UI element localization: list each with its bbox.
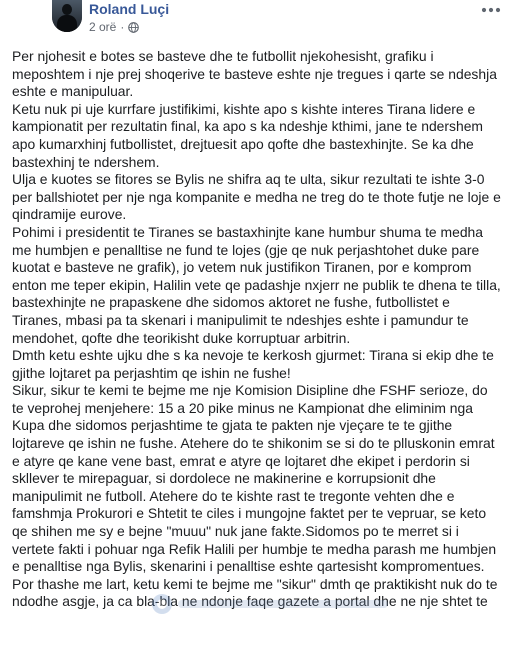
more-options-icon[interactable] — [480, 4, 502, 16]
post-paragraph: Ketu nuk pi uje kurrfare justifikimi, kishte apo s kishte interes Tirana lidere e kampionatit per rezultatin final, ka apo s ka ndeshje kthimi, jane te ndershem apo kumarxhinj futbollistet, drejtuesit apo qofte dhe bastexhinjte. Se ka dhe bastexhinj te ndershem. — [12, 100, 483, 170]
post-meta — [89, 19, 139, 35]
post-paragraph: Dmth ketu eshte ujku dhe s ka nevoje te kerkosh gjurmet: Tirana si ekip dhe te gjithe lojtaret pa perjashtim qe ishin ne fushe! — [12, 347, 494, 381]
post-paragraph: Ulja e kuotes se fitores se Bylis ne shifra aq te ulta, sikur rezultati te ishte 3-0 per ballshiotet per nje nga kompanite e medha ne treg do te thote futje ne loje e qindramije eurove. — [12, 171, 501, 223]
post-header — [0, 0, 512, 44]
post-paragraph: Pohimi i presidentit te Tiranes se bastaxhinjte kane humbur shuma te medha me humbjen e penalltise ne fund te lojes (gje qe nuk perjashtohet duke pare kuotat e basteve ne grafik), jo vetem nuk justifikon Tiranen, por e komprom​enton me teper ekipin, Halilin vete qe padashje nxjerr ne publik te dhena te tilla, bastexhinjte ne prapaskene dhe sidomos aktoret ne fushe, futbollistet e Tiranes, mbasi pa ta skenari i manipulimit te ndeshjes eshte i pamundur te mendohet, qofte dhe teorikisht duke korruptuar arbitrin. — [12, 223, 501, 346]
post-body — [12, 48, 502, 611]
post-paragraph: Sikur, sikur te kemi te bejme me nje Komision Disipline dhe FSHF serioze, do te veprohej menjehere: 15 a 20 pike minus ne Kampionat dhe eliminim nga Kupa dhe sidomos perjashtime te gjata te pakten nje vjeçare te te gjithe lojtareve qe ishin ne fushe. Atehere do te shikonim se si do te plluskonin emrat e atyre qe kane vene bast, emrat e atyre qe lojtaret dhe ekipet i perdorin si skllever te mirepaguar, si dordolece ne makinerine e korrupsionit dhe manipulimit ne futboll. Atehere do te kishte rast te tregonte vehten dhe e famshmja Prokurori e Shtetit te ciles i mungojne faktet per te vepruar, se keto qe shihen me sy e bejne "muuu" nuk jane fakte.Sidomos po te merret si i vertete fakti i pohuar nga Refik Halili per humbje te medha parash me humbjen e penalltise nga Bylis, skenarini i penalltise eshte qartesisht komprom​entues. — [12, 382, 497, 575]
post-paragraph: Por thashe me lart, ketu kemi te bejme me "sikur" dmth qe praktikisht nuk do te ndodhe asgje, ja ca bla-bla ne ndonje faqe gazete a portal dhe ne nje shtet te — [12, 575, 498, 610]
post-paragraph: Per njohesit e botes se basteve dhe te futbollit njekohesisht, grafiku i meposhtem i nje prej shoqerive te basteve eshte nje tregues i qarte se ndeshja eshte e manipuluar. — [12, 48, 497, 100]
avatar[interactable] — [52, 0, 82, 32]
meta-separator: · — [120, 20, 125, 34]
post-time[interactable]: 2 orë — [89, 20, 117, 34]
author-name[interactable]: Roland Luçi — [89, 1, 170, 17]
globe-icon — [128, 22, 139, 33]
